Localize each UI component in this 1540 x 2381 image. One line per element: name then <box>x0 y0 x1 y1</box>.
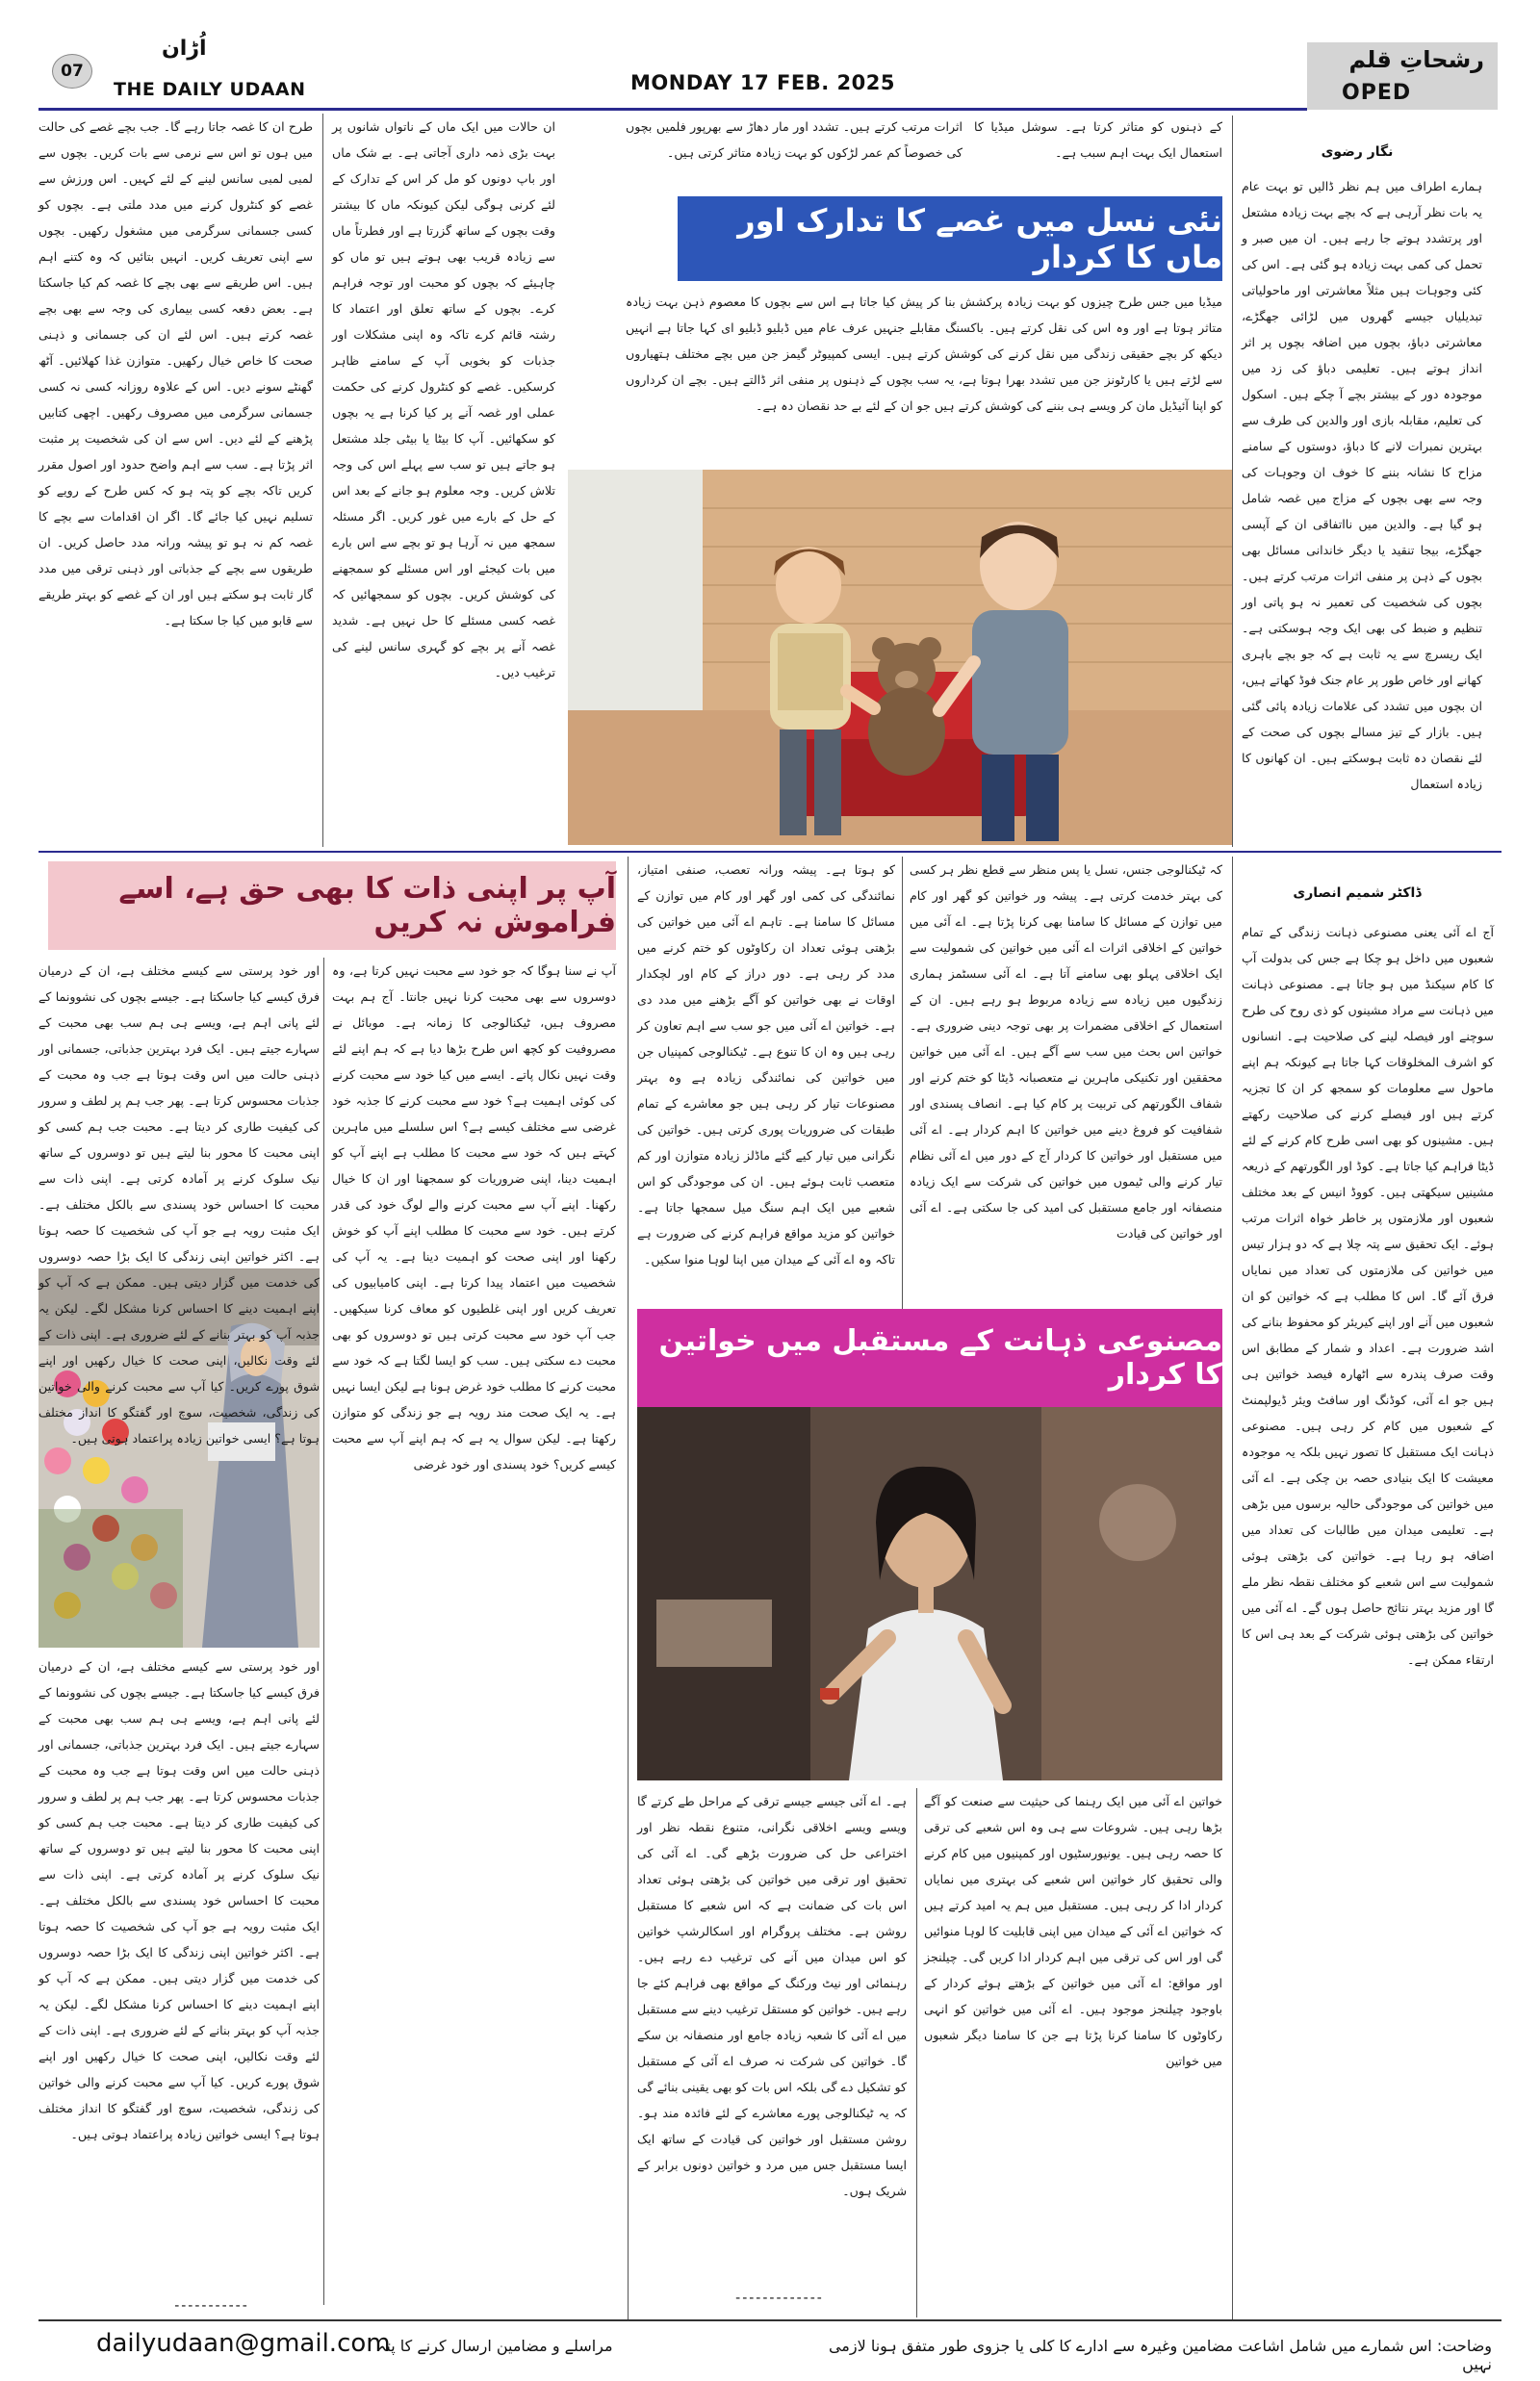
article3-col1-bottom: اور خود پرستی سے کیسے مختلف ہے، ان کے درمیان فرق کیسے کیا جاسکتا ہے۔ جیسے بچوں کی نشوونما کے لئے پانی اہم ہے، ویسے ہی ہم سب بھی محبت کے سہارے جیتے ہیں۔ ایک فرد بہترین جذباتی، جسمانی اور ذہنی حالت میں اس وقت ہوتا ہے جب وہ محبت کے جذبات محسوس کرتا ہے۔ پھر جب ہم پر لطف و سرور کی کیفیت طاری کر دیتا ہے۔ محبت جب ہم کسی کو اپنی محبت کا محور بنا لیتے ہیں تو دوسروں کے ساتھ نیک سلوک کرنے پر آمادہ کرتی ہے۔ اپنی ذات سے محبت کا احساس خود پسندی سے بالکل مختلف ہے۔ ایک مثبت رویہ ہے جو آپ کی شخصیت کا حصہ ہوتا ہے۔ اکثر خواتین اپنی زندگی کا ایک بڑا حصہ دوسروں کی خدمت میں گزار دیتی ہیں۔ ممکن ہے کہ آپ کو اپنے اہمیت دینے کا احساس کرنا مشکل لگے۔ لیکن یہ جذبہ آپ کو بہتر بنانے کے لئے ضروری ہے۔ اپنی ذات کے لئے وقت نکالیں، اپنی صحت کا خیال رکھیں اور اپنے شوق پورے کریں۔ کیا آپ سے محبت کرنے والی خواتین کی زندگی، شخصیت، سوچ اور گفتگو کا انداز مختلف ہوتا ہے؟ ایسی خواتین زیادہ پراعتماد ہوتی ہیں۔ <box>38 1659 320 2141</box>
column-rule <box>1232 115 1233 847</box>
column-rule <box>902 857 903 1347</box>
children-fighting-photo <box>568 470 1232 845</box>
article1-author: نگار رضوی <box>1321 144 1394 160</box>
article1-col6: طرح ان کا غصہ جاتا رہے گا۔ جب بچے غصے کی حالت میں ہوں تو اس سے نرمی سے بات کریں۔ بچوں سے لمبی لمبی سانس لینے کے لئے کہیں۔ اس ورزش سے غصے کو کنٹرول کرنے میں مدد ملتی ہے۔ بچوں کو کسی جسمانی سرگرمی میں مشغول رکھیں۔ بچوں سے اپنی تعریف کریں۔ انہیں بتائیں کہ وہ کتنے اہم ہیں۔ اس طریقے سے بھی بچے کا غصہ کم کیا جاسکتا ہے۔ بعض دفعہ کسی بیماری کی وجہ سے بھی بچے غصہ کرتے ہیں۔ اس لئے ان کی جسمانی و ذہنی صحت کا خاص خیال رکھیں۔ متوازن غذا کھلائیں۔ آٹھ گھنٹے سونے دیں۔ اس کے علاوہ روزانہ کسی نہ کسی جسمانی سرگرمی میں مصروف رکھیں۔ اچھی کتابیں پڑھنے کے لئے دیں۔ اس سے ان کی شخصیت پر مثبت اثر پڑتا ہے۔ سب سے اہم واضح حدود اور اصول مقرر کریں تاکہ بچے کو پتہ ہو کہ کس طرح کے رویے کو تسلیم نہیں کیا جائے گا۔ اگر ان اقدامات سے بچے کا غصہ کم نہ ہو تو پیشہ ورانہ مدد حاصل کریں۔ ان طریقوں سے بچے کے جذباتی اور ذہنی ترقی میں مدد گار ثابت ہو سکتے ہیں اور ان کے غصے کو بہتر طریقے سے قابو میں کیا جا سکتا ہے۔ <box>38 119 313 627</box>
children-fighting-illustration <box>568 470 1232 845</box>
article1-col2: میڈیا میں جس طرح چیزوں کو بہت زیادہ پرکشش بنا کر پیش کیا جاتا ہے اس سے بچوں کا معصوم ذہن بہت زیادہ متاثر ہوتا ہے اور وہ اس کی نقل کرتے ہیں۔ باکسنگ مقابلے جنہیں عرف عام میں ڈبلیو ڈبلیو ای کہا جاتا ہے انہیں دیکھ کر بچے حقیقی زندگی میں نقل کرنے کی کوشش کرتے ہیں۔ ایسی کمپیوٹر گیمز جن میں بچے مختلف ہتھیاروں سے لڑتے ہیں یا کارٹونز جن میں تشدد بھرا ہوتا ہے، یہ سب بچوں کے ذہنوں پر منفی اثر ڈالتے ہیں۔ بچے ان کرداروں کو اپنا آئیڈیل مان کر ویسے ہی بننے کی کوشش کرتے ہیں جو ان کے لئے بے حد نقصان دہ ہے۔ <box>626 294 1222 413</box>
column-rule <box>322 114 323 847</box>
header-rule <box>38 108 1307 111</box>
article1-headline: نئی نسل میں غصے کا تدارک اور ماں کا کردار <box>678 196 1222 281</box>
article2-col1: آج اے آئی یعنی مصنوعی ذہانت زندگی کے تمام شعبوں میں داخل ہو چکا ہے جس کی بدولت آپ کا کام سیکنڈ میں ہو جاتا ہے۔ مصنوعی ذہانت میں ذہانت سے مراد مشینوں کو ذی روح کی طرح سوچنے اور فیصلہ لینے کی صلاحیت ہے۔ انسانوں کو اشرف المخلوقات کہا جاتا ہے کیونکہ ہم اپنے ماحول سے معلومات کو سمجھ کر ان کا تجزیہ کرتے ہیں اور فیصلے کرنے کی صلاحیت رکھتے ہیں۔ مشینوں کو بھی اسی طرح کام کرنے کے لئے ڈیٹا فراہم کیا جاتا ہے۔ کوڈ اور الگورتھم کے ذریعہ مشینیں سیکھتی ہیں۔ کووڈ انیس کے بعد مختلف شعبوں اور ملازمتوں پر خاطر خواہ اثرات مرتب ہوئے۔ ایک تحقیق سے پتہ چلا ہے کہ دو ہزار تیس میں خواتین کی ملازمتوں کی تعداد میں نمایاں فرق آئے گا۔ اس کا مطلب ہے کہ خواتین کو ان شعبوں میں آنے اور اپنے کیریئر کو محفوظ بنانے کی اشد ضرورت ہے۔ اعداد و شمار کے مطابق اس وقت صرف پندرہ سے اٹھارہ فیصد خواتین ہی ہیں جو اے آئی، کوڈنگ اور سافٹ ویئر ڈیولپمنٹ کے شعبوں میں کام کر رہی ہیں۔ مصنوعی ذہانت ایک مستقبل کا تصور نہیں بلکہ یہ موجودہ معیشت کا ایک بنیادی حصہ بن چکی ہے۔ اے آئی میں خواتین کی موجودگی حالیہ برسوں میں بڑھی ہے۔ تعلیمی میدان میں طالبات کی تعداد میں اضافہ ہو رہا ہے۔ خواتین کی بڑھتی ہوئی شمولیت سے اس شعبے کو مختلف نقطہ نظر ملے گا اور مزید بہتر نتائج حاصل ہوں گے۔ اے آئی میں خواتین کی بڑھتی ہوئی شرکت کے بعد ہی اس کا ارتقاء ممکن ہے۔ <box>1242 925 1494 1667</box>
page-number: 07 <box>52 54 92 89</box>
article3-headline: آپ پر اپنی ذات کا بھی حق ہے، اسے فراموش نہ کریں <box>48 861 616 950</box>
article2-headline: مصنوعی ذہانت کے مستقبل میں خواتین کا کردار <box>637 1309 1222 1407</box>
article2-col3: کو ہوتا ہے۔ پیشہ ورانہ تعصب، صنفی امتیاز، نمائندگی کی کمی اور گھر اور کام میں توازن کے مسائل کا سامنا ہے۔ تاہم اے آئی میں خواتین کی بڑھتی ہوئی تعداد ان رکاوٹوں کو ختم کرنے میں مدد کر رہی ہے۔ دور دراز کے کام اور لچکدار اوقات نے بھی خواتین کو آگے بڑھنے میں مدد دی ہے۔ خواتین اے آئی میں جو سب سے اہم تعاون کر رہی ہیں وہ ان کا تنوع ہے۔ ٹیکنالوجی کمپنیاں جن میں خواتین کی نمائندگی زیادہ ہے وہ بہتر مصنوعات تیار کر رہی ہیں جو معاشرے کے تمام طبقات کی ضروریات پوری کرتی ہیں۔ خواتین کی نگرانی میں تیار کیے گئے ماڈلز زیادہ متوازن اور کم متعصب ثابت ہوئے ہیں۔ ان کی موجودگی کو اس شعبے میں ایک اہم سنگ میل سمجھا جاتا ہے۔ خواتین کو مزید مواقع فراہم کرنے کی ضرورت ہے تاکہ وہ اے آئی کے میدان میں اپنا لوہا منوا سکیں۔ <box>637 862 895 1267</box>
article3-col2: آپ نے سنا ہوگا کہ جو خود سے محبت نہیں کرتا ہے، وہ دوسروں سے بھی محبت کرنا نہیں جانتا۔ آج ہم بہت مصروف ہیں، ٹیکنالوجی کا زمانہ ہے۔ موبائل نے مصروفیت کو کچھ اس طرح بڑھا دیا ہے کہ ہم اپنے لئے وقت نہیں نکال پاتے۔ ایسے میں کیا خود سے محبت کرنے کی کوئی اہمیت ہے؟ خود سے محبت کرنے کا جذبہ خود غرضی سے مختلف کیسے ہے؟ اس سلسلے میں ماہرین کہتے ہیں کہ خود سے محبت کا مطلب ہے اپنے آپ کو اہمیت دینا، اپنی ضروریات کو سمجھنا اور ان کا خیال رکھنا۔ اپنے آپ سے محبت کرنے والے لوگ خود کی قدر کرتے ہیں۔ خود سے محبت کا مطلب اپنے آپ کو خوش رکھنا اور اپنی صحت کو اہمیت دینا ہے۔ یہ آپ کی شخصیت میں اعتماد پیدا کرتا ہے۔ اپنی کامیابیوں کی تعریف کریں اور اپنی غلطیوں کو معاف کرنا سیکھیں۔ جب آپ خود سے محبت کرتی ہیں تو دوسروں کو بھی محبت دے سکتی ہیں۔ سب کو ایسا لگتا ہے کہ خود سے محبت کرنے کا مطلب خود غرض ہونا ہے لیکن ایسا نہیں ہے۔ یہ ایک صحت مند رویہ ہے جو زندگی کو متوازن رکھتا ہے۔ لیکن سوال یہ ہے کہ ہم اپنے آپ سے محبت کیسے کریں؟ خود پسندی اور خود غرضی <box>332 963 616 1472</box>
article1-col3-top: کے ذہنوں کو متاثر کرتا ہے۔ سوشل میڈیا کا استعمال ایک بہت اہم سبب ہے۔ <box>974 119 1222 160</box>
column-rule <box>1232 857 1233 2319</box>
footer-rule <box>38 2319 1502 2323</box>
footer-disclaimer: وضاحت: اس شمارے میں شامل اشاعت مضامین وغیرہ سے ادارے کا کلی یا جزوی طور متفق ہونا لازمی نہیں <box>828 2337 1492 2373</box>
article2-end-dashes: ------------- <box>735 2291 824 2306</box>
article3-end-dashes: ----------- <box>174 2298 249 2314</box>
section-divider <box>38 851 1502 853</box>
article1-col4-top: اثرات مرتب کرتے ہیں۔ تشدد اور مار دھاڑ سے بھرپور فلمیں بچوں کی خصوصاً کم عمر لڑکوں کو بہت زیادہ متاثر کرتی ہیں۔ <box>626 119 962 160</box>
brand-urdu: اُڑان <box>162 37 207 61</box>
brand-english: THE DAILY UDAAN <box>114 79 306 100</box>
email-caption: مراسلے و مضامین ارسال کرنے کا پتہ <box>377 2337 613 2355</box>
article1-col1: ہمارے اطراف میں ہم نظر ڈالیں تو بہت عام یہ بات نظر آرہی ہے کہ بچے بہت زیادہ مشتعل اور پرتشدد ہوتے جا رہے ہیں۔ ان میں صبر و تحمل کی کمی بہت زیادہ ہو گئی ہے۔ اس کی کئی وجوہات ہیں مثلاً معاشرتی اور ماحولیاتی تبدیلیاں جیسے گھروں میں لڑائی جھگڑے، معاشرتی دباؤ، بچوں میں اضافہ بچوں پر اثر انداز ہوتے ہیں۔ تعلیمی دباؤ کی زد میں موجودہ دور کے بیشتر بچے آ چکے ہیں۔ اسکول کی تعلیم، مقابلہ بازی اور والدین کی طرف سے بہترین نمبرات لانے کا دباؤ، دوستوں کے سامنے مزاح کا نشانہ بننے کا خوف ان وجوہات کی وجہ سے بھی بچوں کے مزاج میں غصہ شامل ہو گیا ہے۔ والدین میں نااتفاقی ان کے آپسی جھگڑے، بیجا تنقید یا دیگر خاندانی مسائل بھی بچوں کے ذہن پر منفی اثرات مرتب کرتے ہیں۔ بچوں کی شخصیت کی تعمیر نہ ہو پاتی اور تنظیم و ضبط کی بھی ایک وجہ ہوسکتی ہے۔ ایک ریسرچ سے یہ ثابت ہے کہ جو بچے باہری کھانے اور خاص طور پر عام جنک فوڈ کھاتے ہیں، ان بچوں میں تشدد کی علامات زیادہ پائی گئی ہیں۔ بازار کے تیز مسالے بچوں کی صحت کے لئے نقصان دہ ثابت ہوسکتے ہیں۔ ان کھانوں کا زیادہ استعمال <box>1242 179 1482 791</box>
oped-box <box>1307 42 1498 110</box>
issue-date: MONDAY 17 FEB. 2025 <box>630 71 895 94</box>
woman-speaker-illustration <box>637 1407 1222 1780</box>
section-english: OPED <box>1342 81 1412 105</box>
article1-col5: ان حالات میں ایک ماں کے ناتواں شانوں پر بہت بڑی ذمہ داری آجاتی ہے۔ بے شک ماں اور باپ دونوں کو مل کر اس کے تدارک کے لئے کرنی ہوگی لیکن کیونکہ ماں کا بیشتر وقت بچوں کے ساتھ گزرتا ہے اور فطرتاً ماں سے زیادہ قریب بھی ہوتے ہیں تو ماں کو چاہیئے کہ بچوں کو محبت اور توجہ فراہم کرے۔ بچوں کے ساتھ تعلق اور اعتماد کا رشتہ قائم کرے تاکہ وہ اپنی مشکلات اور جذبات کو بخوبی آپ کے سامنے ظاہر کرسکیں۔ غصے کو کنٹرول کرنے کی حکمت عملی اور غصہ آنے پر کیا کرنا ہے یہ بچوں کو سکھائیں۔ آپ کا بیٹا یا بیٹی جلد مشتعل ہو جاتے ہیں تو سب سے پہلے اس کی وجہ تلاش کریں۔ وجہ معلوم ہو جانے کے بعد اس کے حل کے بارے میں غور کریں۔ اگر مسئلہ سمجھ میں نہ آرہا ہو تو بچے سے اس بارے میں بات کیجئے اور اس مسئلے کو سمجھنے کی کوشش کریں۔ بچوں کو سمجھائیں کہ غصہ کسی مسئلے کا حل نہیں ہے۔ شدید غصہ آنے پر بچے کو گہری سانس لینے کی ترغیب دیں۔ <box>332 119 555 679</box>
column-rule <box>628 857 629 2319</box>
section-urdu: رشحاتِ قلم <box>1348 46 1484 73</box>
contact-email[interactable]: dailyudaan@gmail.com <box>96 2329 391 2358</box>
column-rule <box>323 958 324 2305</box>
woman-speaker-photo <box>637 1407 1222 1780</box>
article2-author: ڈاکٹر شمیم انصاری <box>1293 885 1422 901</box>
article2-bottom-col2: ہے۔ اے آئی جیسے جیسے ترقی کے مراحل طے کرتے گا ویسے ویسے اخلاقی نگرانی، متنوع نقطہ نظر اور اختراعی حل کی ضرورت بڑھے گی۔ اے آئی کی تحقیق اور ترقی میں خواتین کی بڑھتی ہوئی تعداد اس بات کی ضمانت ہے کہ اس شعبے کا مستقبل روشن ہے۔ مختلف پروگرام اور اسکالرشپ خواتین کو اس میدان میں آنے کی ترغیب دے رہے ہیں۔ رہنمائی اور نیٹ ورکنگ کے مواقع بھی فراہم کئے جا رہے ہیں۔ خواتین کو مستقل ترغیب دینے سے مستقبل میں اے آئی کا شعبہ زیادہ جامع اور منصفانہ بن سکے گا۔ خواتین کی شرکت نہ صرف اے آئی کے مستقبل کو تشکیل دے گی بلکہ اس بات کو بھی یقینی بنائے گی کہ یہ ٹیکنالوجی پورے معاشرے کے لئے فائدہ مند ہو۔ روشن مستقبل اور خواتین کی قیادت کے ساتھ ایک ایسا مستقبل جس میں مرد و خواتین دونوں برابر کے شریک ہوں۔ <box>637 1794 907 2198</box>
article3-col1-top: اور خود پرستی سے کیسے مختلف ہے، ان کے درمیان فرق کیسے کیا جاسکتا ہے۔ جیسے بچوں کی نشوونما کے لئے پانی اہم ہے، ویسے ہی ہم سب بھی محبت کے سہارے جیتے ہیں۔ ایک فرد بہترین جذباتی، جسمانی اور ذہنی حالت میں اس وقت ہوتا ہے جب وہ محبت کے جذبات محسوس کرتا ہے۔ پھر جب ہم پر لطف و سرور کی کیفیت طاری کر دیتا ہے۔ محبت جب ہم کسی کو اپنی محبت کا محور بنا لیتے ہیں تو دوسروں کے ساتھ نیک سلوک کرنے پر آمادہ کرتی ہے۔ اپنی ذات سے محبت کا احساس خود پسندی سے بالکل مختلف ہے۔ ایک مثبت رویہ ہے جو آپ کی شخصیت کا حصہ ہوتا ہے۔ اکثر خواتین اپنی زندگی کا ایک بڑا حصہ دوسروں کی خدمت میں گزار دیتی ہیں۔ ممکن ہے کہ آپ کو اپنے اہمیت دینے کا احساس کرنا مشکل لگے۔ لیکن یہ جذبہ آپ کو بہتر بنانے کے لئے ضروری ہے۔ اپنی ذات کے لئے وقت نکالیں، اپنی صحت کا خیال رکھیں اور اپنے شوق پورے کریں۔ کیا آپ سے محبت کرنے والی خواتین کی زندگی، شخصیت، سوچ اور گفتگو کا انداز مختلف ہوتا ہے؟ ایسی خواتین زیادہ پراعتماد ہوتی ہیں۔ <box>38 963 320 1446</box>
article2-col2: کہ ٹیکنالوجی جنس، نسل یا پس منظر سے قطع نظر ہر کسی کی بہتر خدمت کرتی ہے۔ پیشہ ور خواتین کو گھر اور کام میں توازن کے مسائل کا سامنا بھی کرنا پڑتا ہے۔ اے آئی میں خواتین کے اخلاقی اثرات اے آئی میں خواتین کی شمولیت سے ایک اخلاقی پہلو بھی سامنے آتا ہے۔ اے آئی سسٹمز ہماری زندگیوں میں زیادہ سے زیادہ مربوط ہو رہے ہیں۔ ان کے استعمال کے اخلاقی مضمرات پر بھی توجہ دینی ضروری ہے۔ خواتین اس بحث میں سب سے آگے ہیں۔ اے آئی میں خواتین محققین اور تکنیکی ماہرین نے متعصبانہ ڈیٹا کو ختم کرنے اور شفاف الگورتھم کی تربیت پر کام کیا ہے۔ انصاف پسندی اور شفافیت کو فروغ دینے میں خواتین کا اہم کردار ہے۔ اے آئی میں مستقبل اور خواتین کا کردار آج کے دور میں اے آئی نظام تیار کرنے والی ٹیموں میں خواتین کی شرکت سے ایک زیادہ منصفانہ اور جامع مستقبل کی امید کی جا سکتی ہے۔ اے آئی اور خواتین کی قیادت <box>910 862 1222 1241</box>
column-rule <box>916 1788 917 2317</box>
article2-bottom-col1: خواتین اے آئی میں ایک رہنما کی حیثیت سے صنعت کو آگے بڑھا رہی ہیں۔ شروعات سے ہی وہ اس شعبے کی ترقی کا حصہ رہی ہیں۔ یونیورسٹیوں اور کمپنیوں میں کام کرنے والی تحقیق کار خواتین اس شعبے کی بہتری میں نمایاں کردار ادا کر رہی ہیں۔ مستقبل میں ہم یہ امید کرتے ہیں کہ خواتین اے آئی کے میدان میں اپنی قابلیت کا لوہا منوائیں گی اور اس کی ترقی میں اہم کردار ادا کریں گی۔ چیلنجز اور مواقع: اے آئی میں خواتین کے بڑھتے ہوئے کردار کے باوجود چیلنجز موجود ہیں۔ اے آئی میں خواتین کو انہی رکاوٹوں کا سامنا کرنا پڑتا ہے جن کا سامنا دیگر شعبوں میں خواتین <box>924 1794 1222 2068</box>
